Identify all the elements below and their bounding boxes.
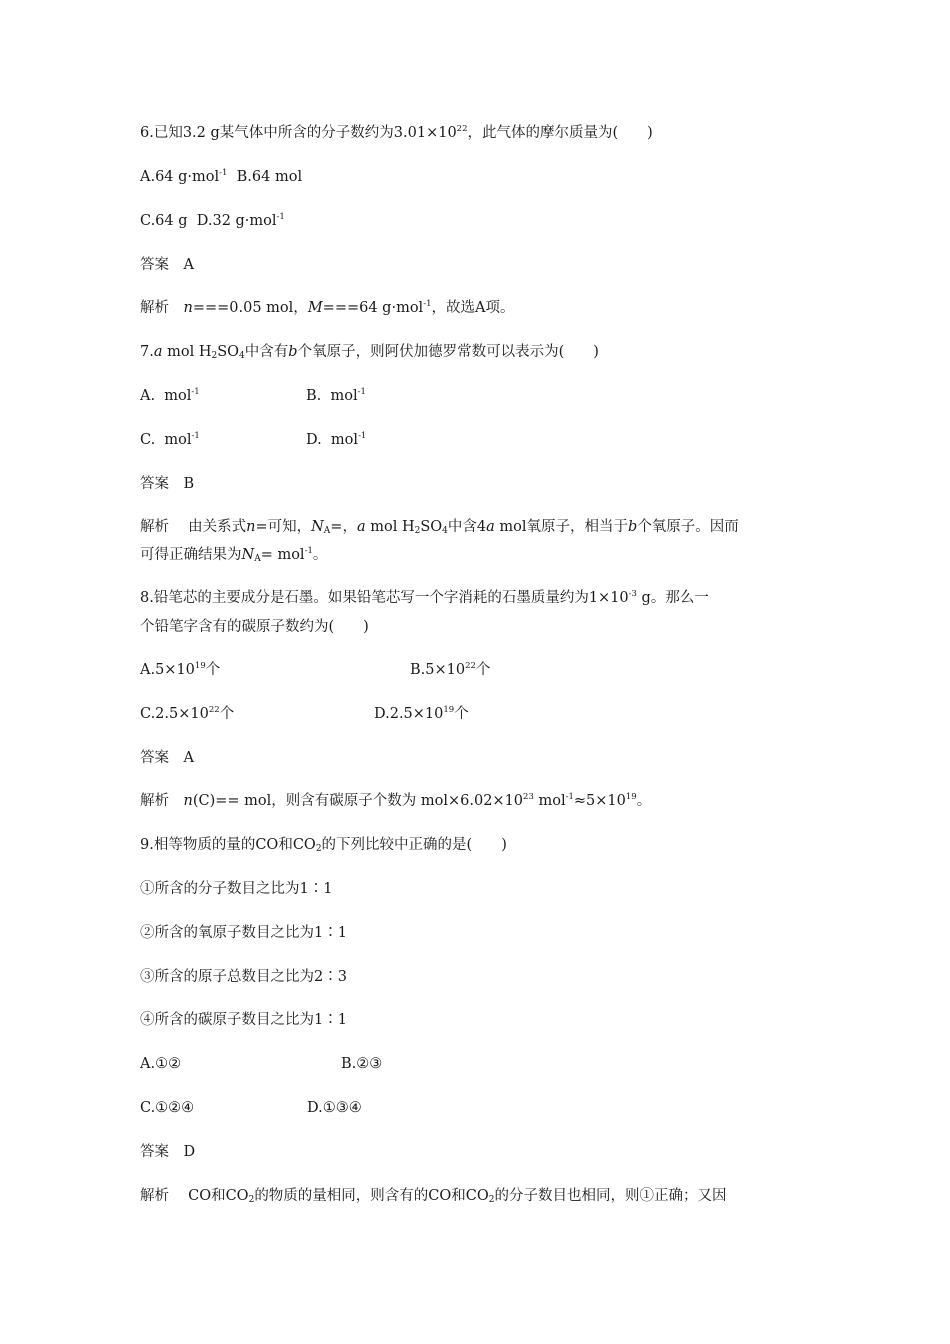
q7-analysis-na-subscript: A [323, 526, 331, 536]
q7-subscript-2: 2 [211, 351, 218, 361]
q6-analysis-text-2: ===64 g·mol [322, 300, 424, 316]
q7-analysis-text-5: 中含4 [447, 519, 487, 535]
q7-stem [140, 342, 599, 362]
q7-stem-text-1: mol H [162, 344, 212, 360]
q7-analysis-label: 解析 由关系式 [140, 519, 247, 535]
q6-analysis-text-3: ，故选A项。 [431, 300, 515, 316]
q9-option-c [140, 1098, 194, 1118]
q8-option-d-unit: 个 [454, 706, 469, 722]
q7-option-c [140, 430, 200, 450]
q8-analysis-label: 解析 [140, 793, 184, 809]
q6-analysis-exponent: -1 [423, 299, 432, 309]
q8-option-d [374, 704, 469, 724]
q6-option-cd-text: C.64 g D.32 g·mol [140, 213, 277, 229]
q6-answer [140, 255, 194, 275]
q6-stem-text-end: ，此气体的摩尔质量为( ) [467, 125, 653, 141]
q8-analysis-text-3: ≈5×10 [573, 793, 626, 809]
q7-analysis-line-2 [140, 545, 327, 565]
q7-analysis-var-na: N [311, 519, 324, 535]
q7-subscript-4: 4 [239, 351, 245, 361]
q9-item-3 [140, 967, 347, 987]
q9-stem-subscript: 2 [315, 844, 322, 854]
q8-analysis-text-1: (C)== mol，则含有碳原子个数为 mol×6.02×10 [192, 793, 524, 809]
q8-analysis-text-4: 。 [636, 793, 652, 809]
q7-option-b [306, 386, 366, 406]
q8-option-d-text: D.2.5×10 [374, 706, 444, 722]
q7-analysis-subscript-4: 4 [442, 526, 448, 536]
q8-option-a [140, 660, 220, 680]
q9-analysis-text-1: 解析 CO和CO [140, 1188, 249, 1204]
q8-analysis [140, 791, 651, 811]
q6-analysis-label: 解析 [140, 300, 184, 316]
q6-options-ab [140, 167, 302, 187]
q7-analysis-text-3: mol H [365, 519, 415, 535]
q8-stem-line-1 [140, 588, 709, 608]
q6-analysis-var-m: M [307, 300, 323, 316]
q7-stem-text-2: SO [217, 344, 240, 360]
q9-item-2 [140, 923, 347, 943]
q9-option-d [307, 1098, 362, 1118]
q9-option-d-text: D.①③④ [307, 1100, 362, 1116]
q8-analysis-var-n: n [183, 793, 193, 809]
q9-item-1-text: ①所含的分子数目之比为1∶1 [140, 881, 333, 897]
q9-option-b-text: B.②③ [341, 1056, 383, 1072]
q8-option-a-exponent: 19 [194, 661, 206, 671]
q9-option-a [140, 1054, 181, 1074]
q8-option-d-exponent: 19 [443, 705, 455, 715]
q7-answer [140, 474, 194, 494]
q9-analysis-text-3: 的分子数目也相同，则①正确；又因 [494, 1188, 727, 1204]
q7-analysis2-na-subscript: A [254, 554, 261, 564]
q8-option-a-text: A.5×10 [140, 662, 195, 678]
q8-answer-text: 答案 A [140, 750, 194, 766]
q6-option-a: A.64 g·mol [140, 169, 220, 185]
q8-option-c-exponent: 22 [208, 705, 220, 715]
q7-analysis-line-1 [140, 517, 739, 537]
q9-option-b [341, 1054, 382, 1074]
q9-answer [140, 1142, 195, 1162]
q8-stem-line-2 [140, 617, 369, 637]
q7-number: 7. [140, 344, 154, 360]
q7-analysis2-text-2: = mol [260, 547, 305, 563]
q8-option-b-text: B.5×10 [410, 662, 466, 678]
q7-analysis-text-7: 个氧原子。因而 [637, 519, 739, 535]
q7-option-c-exponent: -1 [191, 431, 200, 441]
q8-option-c-text: C.2.5×10 [140, 706, 209, 722]
q6-options-cd [140, 211, 285, 231]
q7-var-b: b [288, 344, 298, 360]
q7-analysis-text-4: SO [420, 519, 443, 535]
q7-analysis-var-b: b [628, 519, 638, 535]
q7-analysis-var-a-2: a [486, 519, 495, 535]
q7-option-d-exponent: -1 [358, 431, 367, 441]
q7-analysis-subscript-2: 2 [414, 526, 421, 536]
q8-stem-text-2: g。那么一 [636, 590, 709, 606]
q7-option-a-exponent: -1 [191, 387, 200, 397]
q7-answer-text: 答案 B [140, 476, 195, 492]
q8-stem-text-3: 个铅笔字含有的碳原子数约为( ) [140, 619, 369, 635]
q6-stem-exponent: 22 [456, 124, 468, 134]
q8-analysis-exponent-3: 19 [625, 792, 637, 802]
q9-analysis-text-2: 的物质的量相同，则含有的CO和CO [254, 1188, 489, 1204]
q9-analysis-subscript-1: 2 [248, 1195, 255, 1205]
q9-answer-text: 答案 D [140, 1144, 196, 1160]
q6-stem [140, 123, 653, 143]
q8-option-c-unit: 个 [219, 706, 235, 722]
q6-answer-text: 答案 A [140, 257, 194, 273]
q8-option-b-exponent: 22 [465, 661, 476, 671]
q7-stem-text-4: 个氧原子，则阿伏加德罗常数可以表示为( ) [297, 344, 599, 360]
q8-answer [140, 748, 194, 768]
q6-option-d-exponent: -1 [276, 212, 285, 222]
q8-analysis-exponent-2: -1 [565, 792, 574, 802]
q9-item-3-text: ③所含的原子总数目之比为2∶3 [140, 969, 347, 985]
q7-analysis2-var-na: N [241, 547, 255, 563]
q7-analysis2-text-3: 。 [312, 547, 328, 563]
q7-option-c-text: C. mol [140, 432, 192, 448]
q9-option-c-text: C.①②④ [140, 1100, 195, 1116]
q7-option-b-exponent: -1 [357, 387, 366, 397]
q6-analysis-text-1: ===0.05 mol， [192, 300, 308, 316]
q8-analysis-text-2: mol [533, 793, 566, 809]
q7-analysis2-text-1: 可得正确结果为 [140, 547, 242, 563]
q7-option-a-text: A. mol [140, 388, 192, 404]
q8-option-b-unit: 个 [475, 662, 491, 678]
q7-analysis2-exponent: -1 [304, 546, 313, 556]
q7-analysis-text-2: =， [330, 519, 357, 535]
q8-stem-exponent: -3 [628, 589, 637, 599]
q8-option-c [140, 704, 234, 724]
q6-stem-text: 6.已知3.2 g某气体中所含的分子数约为3.01×10 [140, 125, 457, 141]
q9-item-2-text: ②所含的氧原子数目之比为1∶1 [140, 925, 347, 941]
q9-stem [140, 835, 507, 855]
q6-analysis-var-n: n [183, 300, 193, 316]
q6-analysis [140, 298, 514, 318]
q9-stem-text-1: 9.相等物质的量的CO和CO [140, 837, 316, 853]
q9-item-4 [140, 1010, 347, 1030]
q7-analysis-text-6: mol氧原子，相当于 [494, 519, 629, 535]
q7-analysis-var-a: a [356, 519, 366, 535]
q7-option-a [140, 386, 200, 406]
q9-stem-text-2: 的下列比较中正确的是( ) [321, 837, 507, 853]
q9-analysis [140, 1186, 727, 1206]
q8-option-a-unit: 个 [205, 662, 221, 678]
q8-option-b [410, 660, 490, 680]
q7-var-a: a [153, 344, 163, 360]
q8-analysis-exponent-1: 23 [523, 792, 534, 802]
q6-option-b: B.64 mol [227, 169, 303, 185]
q9-analysis-subscript-2: 2 [488, 1195, 495, 1205]
q7-analysis-var-n: n [246, 519, 256, 535]
q7-analysis-text-1: =可知， [255, 519, 312, 535]
q8-stem-text-1: 8.铅笔芯的主要成分是石墨。如果铅笔芯写一个字消耗的石墨质量约为1×10 [140, 590, 629, 606]
q9-option-a-text: A.①② [140, 1056, 182, 1072]
q6-option-a-exponent: -1 [219, 168, 228, 178]
q9-item-1 [140, 879, 332, 899]
q7-stem-text-3: 中含有 [244, 344, 289, 360]
q7-option-d-text: D. mol [306, 432, 359, 448]
q7-option-d [306, 430, 366, 450]
q7-option-b-text: B. mol [306, 388, 358, 404]
q9-item-4-text: ④所含的碳原子数目之比为1∶1 [140, 1012, 347, 1028]
